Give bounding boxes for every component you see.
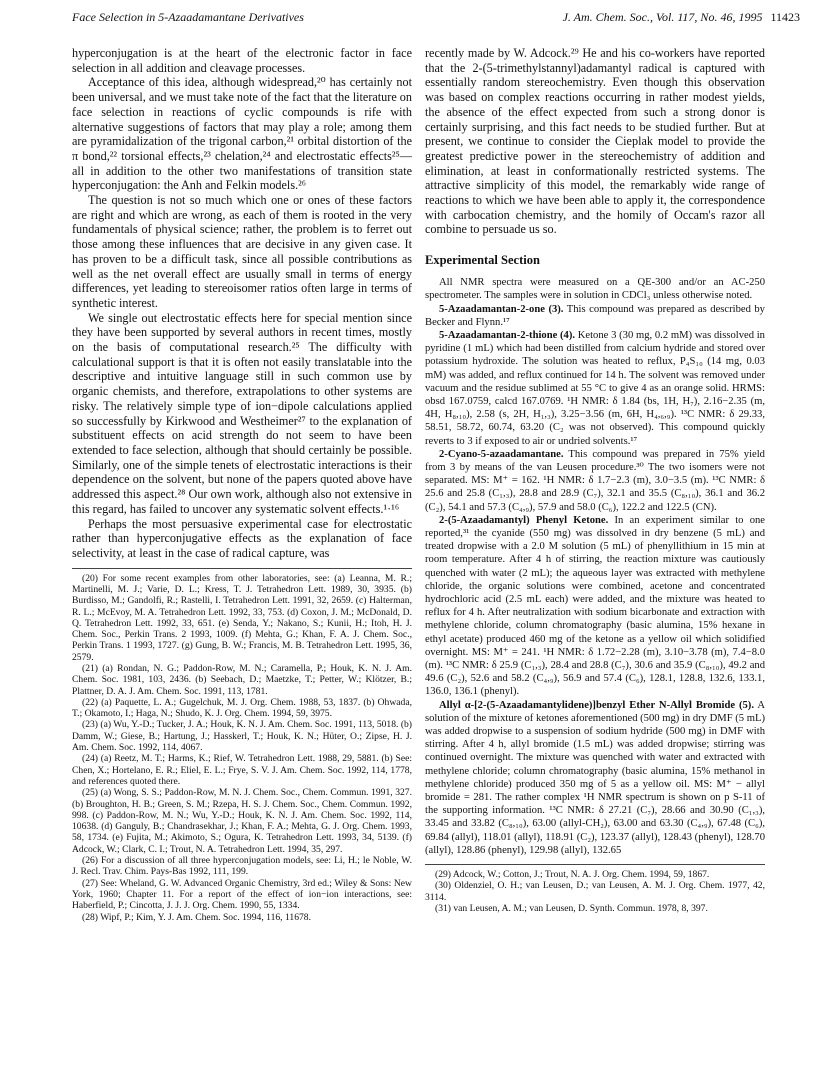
experimental-text: In an experiment similar to one reported,³¹ the cyanide (550 mg) was dissolved in dry benzene (5 mL) and treated dropwise with a 2.0 M solution (5 mL) of phenyllithium in 15 min at room temperature. After 4 h of stirring, the reaction mixture was cautiously quenched with water (2 mL); the aqueous layer was extracted with methylene chloride, the organic solutions were combined, acetone and concentrated hydrochloric acid (2.5 mL each) were added, and the mixture was heated to reflux for 4 h. After neutralization with sodium bicarbonate and extraction with methylene chloride, column chromatography (basic alumina, 15% hexane in ethyl acetate) produced 460 mg of the ketone as a yellow oil which solidified overnight. MS: M⁺ = 241. ¹H NMR: δ 1.72−2.28 (m), 3.10−3.78 (m), 7.4−8.0 (m). ¹³C NMR: δ 25.9 (C₁,₃), 28.4 and 28.8 (C₇), 30.6 and 35.9 (C₈,₁₀), 49.2 and 49.6 (C₂), 52.6 and 58.2 (C₄,₉), 56.9 and 57.4 (C₆), 128.1, 128.8, 132.6, 133.1, 136.0, 136.1 (phenyl). <box>425 514 765 698</box>
footnote: (28) Wipf, P.; Kim, Y. J. Am. Chem. Soc. 1994, 116, 11678. <box>82 911 311 923</box>
footnote: (24) (a) Reetz, M. T.; Harms, K.; Rief, W. Tetrahedron Lett. 1988, 29, 5881. (b) See: Chen, X.; Hortelano, E. R.; Eliel, E. L.; Frye, S. V. J. Am. Chem. Soc. 1992, 114, 1778, and references quoted there. <box>72 753 412 787</box>
body-paragraph: We single out electrostatic effects here for special mention since they have been supported by several authors in recent times, mostly on the basis of computational research.²⁵ The difficulty with calculational support is that it is often not easily translatable into the descriptive and intuitive language still in such common use by organic chemists, and therefore, extrapolations to other systems are risky. The relatively simple type of ion−dipole calculations applied so successfully by Kirkwood and Westheimer²⁷ to the explanation of substituent effects on acid strength do not seem to have been extended to face selection, although that should certainly be possible. Similarly, one of the simple tenets of electrostatic interactions is their dependence on the solvent, but none of the papers quoted above have addressed this aspect.²⁸ Our own work, although also not extensive in this regard, has failed to uncover any systematic solvent effects.¹·¹⁶ <box>72 310 412 516</box>
experimental-paragraph <box>425 276 765 302</box>
experimental-text: A solution of the mixture of ketones aforementioned (500 mg) in dry DMF (5 mL) was added dropwise to a suspension of sodium hydride (500 mg) in DMF with stirring. After 4 h, allyl bromide (1.5 mL) was added dropwise; stirring was continued overnight. The mixture was quenched with water and extracted with methylene chloride; column chromatography (basic alumina, 15% methanol in methylene chloride) produced 350 mg of 5 as a yellow oil. MS: M⁺ − allyl bromide = 281. The rather complex ¹H NMR spectrum is shown on p S-11 of the supporting information. ¹³C NMR: δ 27.21 (C₇), 28.66 and 30.90 (C₁,₃), 33.45 and 33.82 (C₈,₁₀), 63.00 (allyl-CH₂), 63.00 and 63.30 (C₄,₉), 67.48 (C₆), 69.84 (allyl), 118.01 (allyl), 118.91 (C₂), 123.37 (allyl), 128.43 (phenyl), 128.70 (allyl), 128.86 (phenyl), 129.98 (allyl), 132.65 <box>425 699 765 856</box>
running-header <box>72 10 800 32</box>
body-paragraph: Perhaps the most persuasive experimental case for electrostatic rather than hyperconjugative effects as the explanation of face selectivity, at least in the case of radical capture, was <box>72 516 412 560</box>
right-column <box>425 46 765 914</box>
footnote: (20) For some recent examples from other laboratories, see: (a) Leanna, M. R.; Martinelli, M. J.; Varie, D. L.; Kress, T. J. Tetrahedron Lett. 1989, 30, 3935. (b) Burdisso, M.; Gandolfi, R.; Rastelli, I. Tetrahedron Lett. 1991, 32, 2659. (c) Halterman, R. L.; McEvoy, M. A. Tetrahedron Lett. 1992, 33, 753. (d) Coxon, J. M.; McDonald, D. Q. Tetrahedron Lett. 1992, 33, 651. (e) Senda, Y.; Nakano, S.; Kunii, H.; Itoh, H. J. Chem. Soc., Perkin Trans. 2 1993, 1009. (f) Mehta, G.; Khan, F. A. J. Chem. Soc., Perkin Trans. 1 1993, 1727. (g) Gung, B. W.; Francis, M. B. Tetrahedron Lett. 1995, 36, 2579. <box>72 572 412 663</box>
experimental-paragraph <box>425 699 765 857</box>
footnote: (29) Adcock, W.; Cotton, J.; Trout, N. A. J. Org. Chem. 1994, 59, 1867. <box>435 869 710 881</box>
footnote-rule <box>72 568 412 569</box>
experimental-paragraph <box>425 303 765 329</box>
page-number: 11423 <box>770 10 800 24</box>
left-column <box>72 46 412 923</box>
footnote: (31) van Leusen, A. M.; van Leusen, D. Synth. Commun. 1978, 8, 397. <box>435 902 708 914</box>
journal-citation-block <box>563 10 800 25</box>
footnote-rule <box>425 864 765 865</box>
footnote: (30) Oldenziel, O. H.; van Leusen, D.; van Leusen, A. M. J. Org. Chem. 1977, 42, 3114. <box>425 880 765 903</box>
body-paragraph: The question is not so much which one or ones of these factors are right and which are wrong, as each of them is rooted in the very fundamentals of physical science; rather, the problem is to ferret out those among these influences that are decisive in any given case. It has proven to be a difficult task, since all possible contributions as well as the net overall effect are usually small in terms of energy differences, yet leading to stereoisomer ratios often large in terms of synthetic interest. <box>72 193 412 310</box>
experimental-paragraph <box>425 514 765 699</box>
footnote: (26) For a discussion of all three hyperconjugation models, see: Li, H.; le Noble, W. J. Recl. Trav. Chim. Pays-Bas 1992, 111, 199. <box>72 855 412 878</box>
footnotes-right <box>425 869 765 914</box>
footnote: (22) (a) Paquette, L. A.; Gugelchuk, M. J. Org. Chem. 1988, 53, 1837. (b) Ohwada, T.; Okamoto, I.; Haga, N.; Shudo, K. J. Org. Chem. 1994, 59, 3975. <box>72 696 412 720</box>
footnote: (23) (a) Wu, Y.-D.; Tucker, J. A.; Houk, K. N. J. Am. Chem. Soc. 1991, 113, 5018. (b) Damm, W.; Giese, B.; Hartung, J.; Hasskerl, T.; Houk, K. N.; Hüter, O.; Zipse, H. J. Am. Chem. Soc. 1992, 114, 4067. <box>72 719 412 754</box>
compound-heading: 2-Cyano-5-azaadamantane. <box>439 448 564 460</box>
journal-citation: J. Am. Chem. Soc., Vol. 117, No. 46, 1995 <box>562 10 763 24</box>
experimental-text: All NMR spectra were measured on a QE-300 and/or an AC-250 spectrometer. The samples were in solution in CDCl₃ unless otherwise noted. <box>425 277 765 302</box>
body-paragraph: recently made by W. Adcock.²⁹ He and his co-workers have reported that the 2-(5-trimethylstannyl)adamantyl radical is captured with essentially random stereochemistry. Even though this observation was based on complex reactions occurring in rather modest yields, the absence of the effect expected from such a strong donor is certainly surprising, and this fact needs to be studied further. But at present, we continue to consider the Cieplak model to provide the greatest predictive power in the stereochemistry of addition and elimination, at least in conformationally restricted systems. The attractive simplicity of this model, the remarkably wide range of reactions to which we have been able to apply it, the correspondence with carbocation chemistry, and the homily of Occam's razor all combine to persuade us so. <box>425 46 765 237</box>
experimental-text: This compound was prepared in 75% yield from 3 by means of the van Leusen procedure.³⁰ The two isomers were not separated. MS: M⁺ = 162. ¹H NMR: δ 1.7−2.3 (m), 3.0−3.5 (m). ¹³C NMR: δ 25.6 and 25.8 (C₁,₃), 28.8 and 28.9 (C₇), 32.1 and 35.5 (C₈,₁₀), 36.1 and 36.2 (C₂), 54.1 and 57.3 (C₄,₉), 57.9 and 58.0 (C₆), 122.2 and 122.5 (CN). <box>425 448 765 513</box>
section-heading: Experimental Section <box>425 253 540 268</box>
experimental-text: Ketone 3 (30 mg, 0.2 mM) was dissolved in pyridine (1 mL) which had been distilled from calcium hydride and stored over potassium hydroxide. The solution was heated to reflux, P₄S₁₀ (14 mg, 0.03 mM) was added, and reflux continued for 14 h. The solvent was removed under vacuum and the residue sublimed at 55 °C to give 4 as an orange solid. HRMS: obsd 167.0759, calcd 167.0769. ¹H NMR: δ 1.84 (bs, 1H, H₇), 2.16−2.35 (m, 4H, H₈,₁₀), 2.58 (s, 2H, H₁,₃), 3.25−3.56 (m, 6H, H₄,₆,₉). ¹³C NMR: δ 29.33, 58.51, 58.72, 60.74, 63.20 (C₂ was not observed). This compound quickly reverts to 3 if exposed to air or undried solvents.¹⁷ <box>425 329 765 447</box>
footnotes-left <box>72 573 412 923</box>
footnote: (21) (a) Rondan, N. G.; Paddon-Row, M. N.; Caramella, P.; Houk, K. N. J. Am. Chem. Soc. 1981, 103, 2436. (b) Seebach, D.; Maetzke, T.; Petter, W.; Klötzer, B.; Plattner, D. A. J. Am. Chem. Soc. 1991, 113, 1781. <box>72 662 412 697</box>
footnote: (25) (a) Wong, S. S.; Paddon-Row, M. N. J. Chem. Soc., Chem. Commun. 1991, 327. (b) Broughton, H. B.; Green, S. M.; Rzepa, H. S. J. Chem. Soc., Chem. Commun. 1992, 998. (c) Paddon-Row, M. N.; Wu, Y.-D.; Houk, K. N. J. Am. Chem. Soc. 1992, 114, 10638. (d) Ganguly, B.; Chandrasekhar, J.; Khan, F. A.; Mehta, G. J. Org. Chem. 1993, 58, 1734. (e) Fujita, M.; Akimoto, S.; Ogura, K. Tetrahedron Lett. 1993, 34, 5139. (f) Adcock, W.; Clark, C. I.; Trout, N. A. Tetrahedron Lett. 1994, 35, 297. <box>72 787 412 855</box>
compound-heading: 5-Azaadamantan-2-one (3). <box>439 303 564 315</box>
compound-heading: Allyl α-[2-(5-Azaadamantylidene)]benzyl Ether N-Allyl Bromide (5). <box>439 699 754 711</box>
compound-heading: 5-Azaadamantan-2-thione (4). <box>439 329 576 341</box>
experimental-text: This compound was prepared as described by Becker and Flynn.¹⁷ <box>425 303 765 328</box>
footnote: (27) See: Wheland, G. W. Advanced Organic Chemistry, 3rd ed.; Wiley & Sons: New York, 1960; Chapter 11. For a report of the effect of ion−ion interactions, see: Haberfield, P.; Cincotta, J. J. J. Org. Chem. 1990, 55, 1334. <box>72 877 412 912</box>
experimental-paragraph <box>425 448 765 514</box>
body-paragraph: Acceptance of this idea, although widespread,²⁰ has certainly not been universal, and we must take note of the fact that the literature on face selection in reactions of cyclic compounds is rife with alternative suggestions of factors that may play a role; among them are pyramidalization of the trigonal carbon,²¹ orbital distortion of the π bond,²² torsional effects,²³ chelation,²⁴ and electrostatic effects²⁵—all in addition to the other two manifestations of transition state hyperconjugation: the Anh and Felkin models.²⁶ <box>72 75 412 193</box>
running-title: Face Selection in 5-Azaadamantane Derivatives <box>72 10 304 24</box>
experimental-paragraph <box>425 329 765 448</box>
body-paragraph: hyperconjugation is at the heart of the electronic factor in face selection in all addition and cleavage processes. <box>72 46 412 75</box>
compound-heading: 2-(5-Azaadamantyl) Phenyl Ketone. <box>439 514 609 526</box>
